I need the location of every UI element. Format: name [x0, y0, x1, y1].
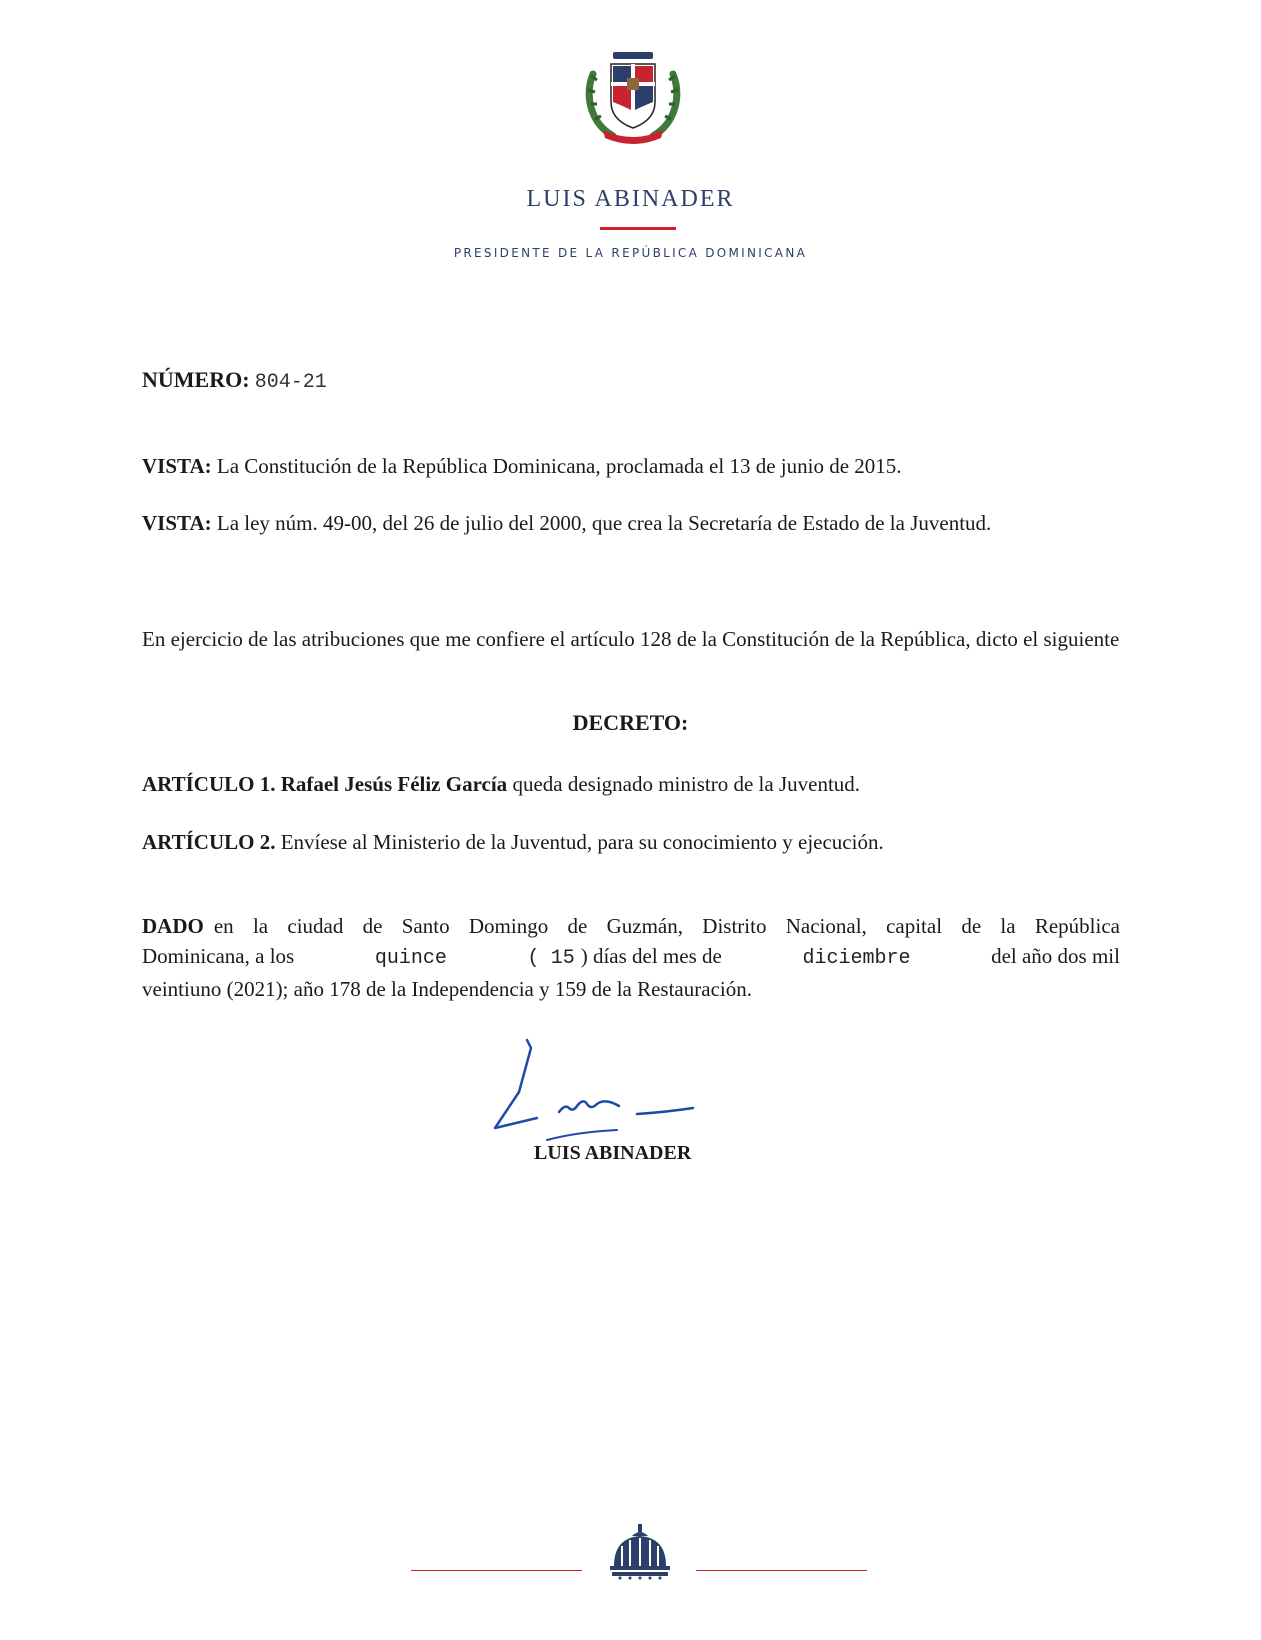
dado-pre-day: Dominicana, a los	[142, 944, 295, 968]
decree-number-value: 804-21	[254, 371, 327, 394]
dado-line-2	[142, 941, 1120, 974]
vista-label: VISTA:	[142, 511, 212, 535]
decree-number	[142, 365, 1120, 398]
article-label: ARTÍCULO 2.	[142, 830, 276, 854]
vista-text: La ley núm. 49-00, del 26 de julio del 2000, que crea la Secretaría de Estado de la Juventud.	[216, 511, 992, 535]
article-1	[142, 769, 1120, 799]
dado-paragraph	[142, 911, 1120, 1004]
header-subtitle: PRESIDENTE DE LA REPÚBLICA DOMINICANA	[453, 246, 808, 260]
vista-paragraph-1	[142, 451, 1120, 481]
day-number-close: )	[580, 944, 588, 968]
header-name: LUIS ABINADER	[526, 186, 735, 212]
palace-dome-icon	[608, 1524, 672, 1580]
article-2	[142, 827, 1120, 857]
appointee-name: Rafael Jesús Féliz García	[280, 772, 508, 796]
dado-mid: días del mes de	[592, 944, 722, 968]
month-word: diciembre	[802, 947, 911, 970]
article-text: queda designado ministro de la Juventud.	[512, 772, 861, 796]
coat-of-arms-seal	[583, 44, 683, 148]
decree-heading: DECRETO:	[572, 710, 689, 735]
footer-divider-right	[696, 1570, 867, 1571]
vista-paragraph-2	[142, 508, 1120, 538]
dado-post: del año dos mil	[991, 944, 1120, 968]
handwritten-signature	[487, 1036, 727, 1141]
day-number: 15	[550, 947, 575, 970]
decree-number-label: NÚMERO:	[142, 367, 250, 392]
dado-text-1: en la ciudad de Santo Domingo de Guzmán, Distrito Nacional, capital de la República	[213, 914, 1120, 938]
dado-line-3: veintiuno (2021); año 178 de la Independencia y 159 de la Restauración.	[142, 977, 752, 1001]
day-word: quince	[374, 947, 447, 970]
dado-line-1	[142, 911, 1120, 941]
day-number-open: (	[527, 947, 540, 970]
footer-divider-left	[411, 1570, 582, 1571]
signature-name: LUIS ABINADER	[534, 1142, 692, 1164]
header-divider	[600, 227, 676, 230]
vista-label: VISTA:	[142, 454, 212, 478]
article-label: ARTÍCULO 1.	[142, 772, 276, 796]
dado-label: DADO	[142, 914, 204, 938]
article-text: Envíese al Ministerio de la Juventud, para su conocimiento y ejecución.	[280, 830, 884, 854]
authority-paragraph: En ejercicio de las atribuciones que me confiere el artículo 128 de la Constitución de la República, dicto el siguiente	[142, 627, 1120, 651]
day-number-group	[527, 941, 721, 974]
vista-text: La Constitución de la República Dominicana, proclamada el 13 de junio de 2015.	[216, 454, 902, 478]
